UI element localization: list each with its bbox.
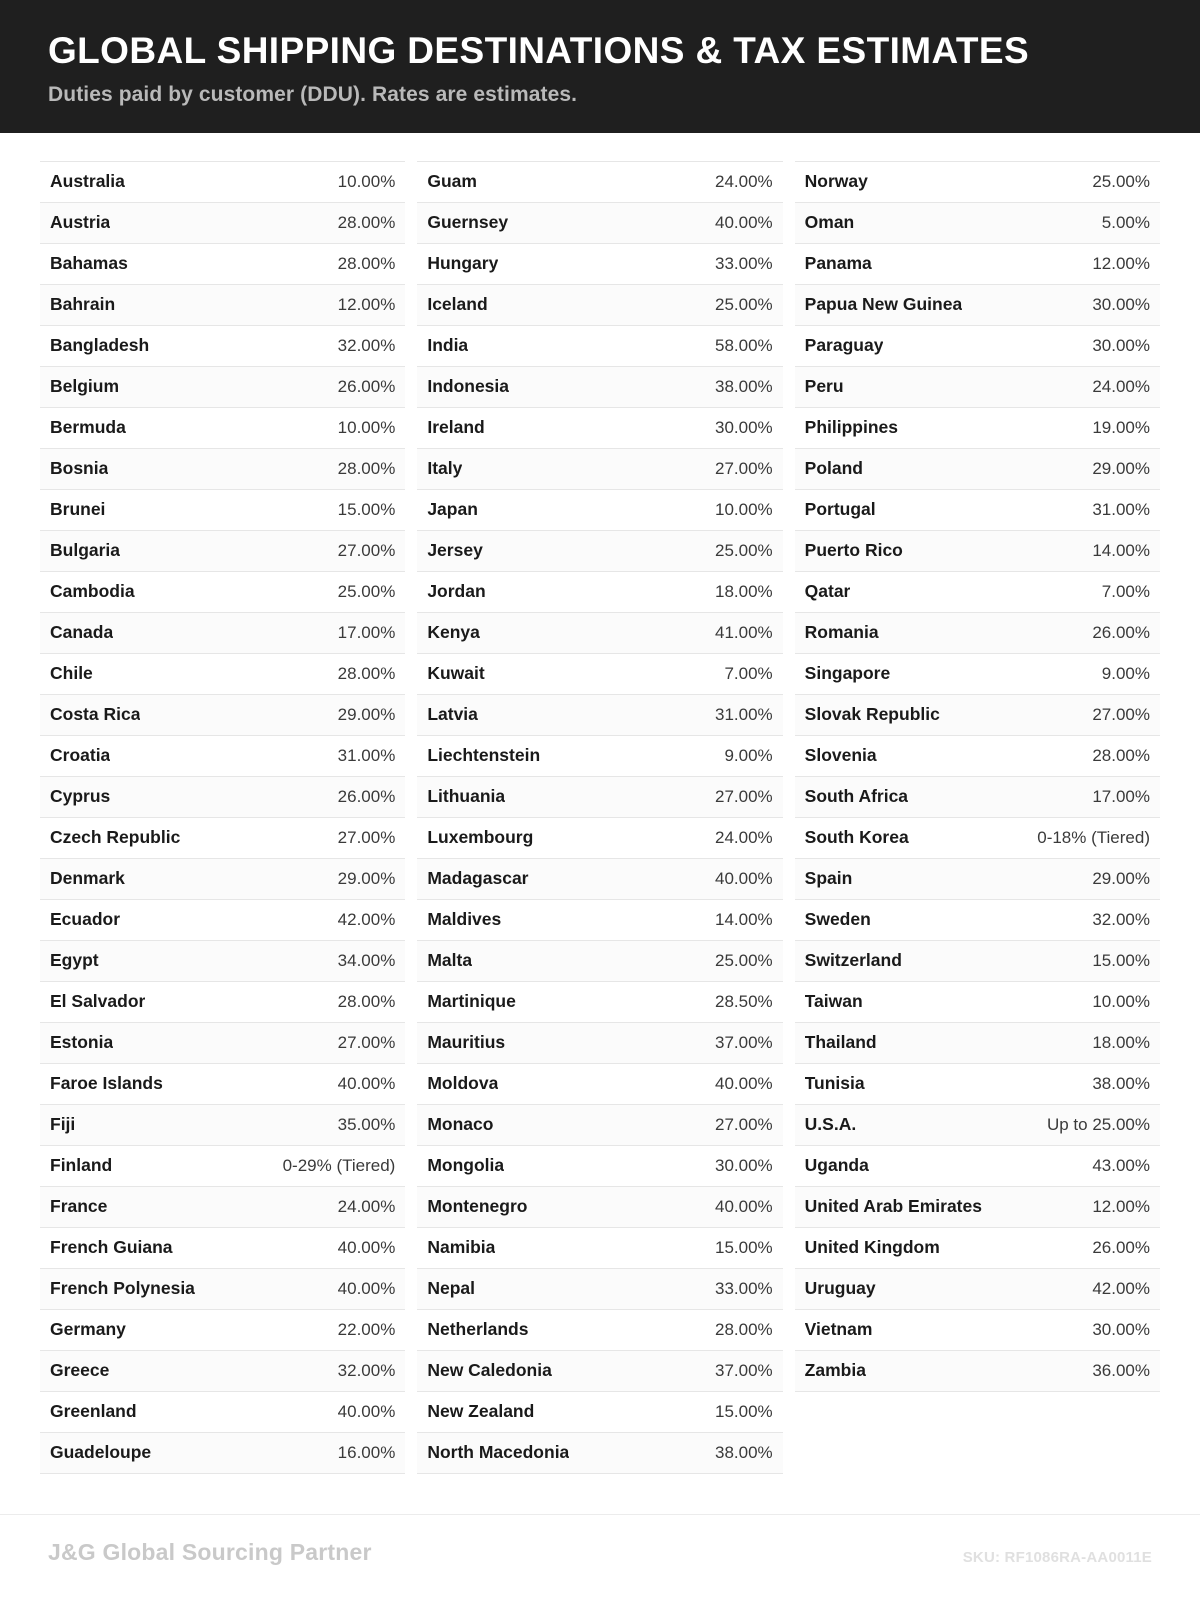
tax-rate: 15.00% <box>714 1238 773 1258</box>
country-name: Zambia <box>804 1360 866 1381</box>
table-row <box>795 736 1160 777</box>
table-row <box>40 654 405 695</box>
country-name: Peru <box>804 376 844 397</box>
table-row <box>40 941 405 982</box>
table-row <box>40 1310 405 1351</box>
table-row <box>795 449 1160 490</box>
country-name: Nepal <box>427 1278 475 1299</box>
tax-rate: 17.00% <box>1092 787 1150 807</box>
tax-rate: 33.00% <box>714 1279 773 1299</box>
tax-rate: 25.00% <box>714 295 773 315</box>
tax-rate: 33.00% <box>714 254 773 274</box>
tax-rate: 27.00% <box>714 459 773 479</box>
country-name: Jersey <box>427 540 483 561</box>
country-name: Bangladesh <box>50 335 150 356</box>
country-name: Denmark <box>50 868 125 889</box>
table-row <box>40 859 405 900</box>
tax-rate: 27.00% <box>337 1033 396 1053</box>
tax-rate: 25.00% <box>1092 172 1150 192</box>
tax-rate: 40.00% <box>337 1238 396 1258</box>
table-row <box>417 1269 782 1310</box>
tax-rate: 12.00% <box>337 295 396 315</box>
country-name: Czech Republic <box>50 827 181 848</box>
table-row <box>417 203 782 244</box>
country-name: Iceland <box>427 294 488 315</box>
country-name: Canada <box>50 622 114 643</box>
country-name: Greece <box>50 1360 110 1381</box>
tax-rate: 10.00% <box>337 418 396 438</box>
tax-rate: 5.00% <box>1101 213 1150 233</box>
tax-rate: 30.00% <box>714 1156 773 1176</box>
country-name: Germany <box>50 1319 126 1340</box>
country-name: Finland <box>50 1155 113 1176</box>
table-row <box>795 367 1160 408</box>
tax-rate: 29.00% <box>337 869 396 889</box>
table-row <box>795 1187 1160 1228</box>
country-name: El Salvador <box>50 991 146 1012</box>
country-name: North Macedonia <box>427 1442 570 1463</box>
country-name: Brunei <box>50 499 106 520</box>
table-row <box>417 859 782 900</box>
tax-rate: 36.00% <box>1092 1361 1150 1381</box>
country-name: Mongolia <box>427 1155 505 1176</box>
tax-rate: 31.00% <box>1092 500 1150 520</box>
country-name: Bulgaria <box>50 540 121 561</box>
tax-rate: 27.00% <box>714 1115 773 1135</box>
tax-rate: 41.00% <box>714 623 773 643</box>
table-row <box>417 1433 782 1474</box>
table-row <box>795 285 1160 326</box>
tax-rate: 27.00% <box>337 541 396 561</box>
tax-rate: 29.00% <box>1092 869 1150 889</box>
tax-rate: 22.00% <box>337 1320 396 1340</box>
country-name: Martinique <box>427 991 516 1012</box>
tax-rate: 27.00% <box>337 828 396 848</box>
country-name: Lithuania <box>427 786 506 807</box>
country-name: Guadeloupe <box>50 1442 152 1463</box>
table-row <box>795 531 1160 572</box>
country-name: Slovak Republic <box>804 704 940 725</box>
table-row <box>417 695 782 736</box>
country-name: Kenya <box>427 622 480 643</box>
table-row <box>417 818 782 859</box>
country-name: New Caledonia <box>427 1360 552 1381</box>
country-name: Bosnia <box>50 458 109 479</box>
country-name: South Korea <box>804 827 909 848</box>
country-name: Qatar <box>804 581 851 602</box>
table-row <box>40 572 405 613</box>
country-name: Egypt <box>50 950 99 971</box>
page-title: GLOBAL SHIPPING DESTINATIONS & TAX ESTIMATES <box>48 30 1030 71</box>
country-name: Japan <box>427 499 478 520</box>
tax-rate: 29.00% <box>1092 459 1150 479</box>
tax-rate: 37.00% <box>714 1361 773 1381</box>
table-row <box>417 1310 782 1351</box>
table-row <box>40 326 405 367</box>
tax-rate: 30.00% <box>714 418 773 438</box>
country-name: Netherlands <box>427 1319 529 1340</box>
tax-rate: 16.00% <box>337 1443 396 1463</box>
tax-rate: 42.00% <box>337 910 396 930</box>
tax-rate: 26.00% <box>1092 1238 1150 1258</box>
tax-rate: 28.00% <box>337 664 396 684</box>
table-row <box>795 1269 1160 1310</box>
rates-column <box>40 161 405 1474</box>
table-row <box>795 654 1160 695</box>
tax-rate: 14.00% <box>714 910 773 930</box>
table-row <box>417 1105 782 1146</box>
country-name: Bermuda <box>50 417 126 438</box>
table-row <box>417 941 782 982</box>
tax-rate: 7.00% <box>1101 582 1150 602</box>
table-row <box>40 1228 405 1269</box>
country-name: Cambodia <box>50 581 135 602</box>
table-row <box>795 408 1160 449</box>
table-row <box>795 1146 1160 1187</box>
tax-rate: 38.00% <box>714 377 773 397</box>
country-name: Estonia <box>50 1032 114 1053</box>
country-name: Puerto Rico <box>804 540 903 561</box>
table-row <box>40 982 405 1023</box>
tax-rate: 28.50% <box>714 992 773 1012</box>
tax-rate: 15.00% <box>337 500 396 520</box>
tax-rate: 38.00% <box>714 1443 773 1463</box>
rates-columns <box>40 161 1160 1474</box>
country-name: Guam <box>427 171 477 192</box>
country-name: India <box>427 335 469 356</box>
tax-rate: 40.00% <box>337 1279 396 1299</box>
tax-rate: 18.00% <box>714 582 773 602</box>
tax-rate: 42.00% <box>1092 1279 1150 1299</box>
table-row <box>417 1351 782 1392</box>
table-row <box>417 777 782 818</box>
table-row <box>40 1351 405 1392</box>
tax-rate: 40.00% <box>714 869 773 889</box>
tax-rate: 30.00% <box>1092 336 1150 356</box>
tax-rate: 40.00% <box>714 213 773 233</box>
country-name: Moldova <box>427 1073 499 1094</box>
tax-rate: 29.00% <box>337 705 396 725</box>
country-name: Faroe Islands <box>50 1073 163 1094</box>
table-row <box>795 1023 1160 1064</box>
tax-rate: 12.00% <box>1092 1197 1150 1217</box>
table-row <box>795 982 1160 1023</box>
table-row <box>40 408 405 449</box>
country-name: French Polynesia <box>50 1278 195 1299</box>
tax-rate: 27.00% <box>1092 705 1150 725</box>
tax-rate: 40.00% <box>714 1074 773 1094</box>
table-row <box>417 490 782 531</box>
tax-rate: 15.00% <box>1092 951 1150 971</box>
table-row <box>40 736 405 777</box>
country-name: France <box>50 1196 108 1217</box>
table-row <box>795 777 1160 818</box>
country-name: Madagascar <box>427 868 529 889</box>
table-row <box>417 613 782 654</box>
country-name: Thailand <box>804 1032 877 1053</box>
table-row <box>40 1064 405 1105</box>
table-row <box>795 1064 1160 1105</box>
table-row <box>40 1392 405 1433</box>
country-name: Ecuador <box>50 909 121 930</box>
country-name: Uruguay <box>804 1278 876 1299</box>
table-row <box>417 1187 782 1228</box>
table-row <box>417 1064 782 1105</box>
tax-rate: 40.00% <box>714 1197 773 1217</box>
tax-rate: 43.00% <box>1092 1156 1150 1176</box>
table-row <box>795 490 1160 531</box>
tax-rate: 10.00% <box>714 500 773 520</box>
table-row <box>40 613 405 654</box>
tax-rate: 35.00% <box>337 1115 396 1135</box>
table-row <box>417 900 782 941</box>
tax-rate: 0-18% (Tiered) <box>1037 828 1150 848</box>
table-row <box>40 695 405 736</box>
tax-rate: 18.00% <box>1092 1033 1150 1053</box>
table-row <box>417 982 782 1023</box>
country-name: Romania <box>804 622 879 643</box>
table-row <box>40 367 405 408</box>
tax-rate: 25.00% <box>714 951 773 971</box>
tax-rate: 25.00% <box>337 582 396 602</box>
tax-rate: 9.00% <box>1101 664 1150 684</box>
country-name: Maldives <box>427 909 502 930</box>
country-name: Tunisia <box>804 1073 865 1094</box>
country-name: South Africa <box>804 786 909 807</box>
tax-rate: 32.00% <box>1092 910 1150 930</box>
table-row <box>417 1146 782 1187</box>
country-name: Portugal <box>804 499 876 520</box>
country-name: Ireland <box>427 417 485 438</box>
country-name: Jordan <box>427 581 486 602</box>
country-name: Bahamas <box>50 253 128 274</box>
rates-content <box>0 133 1200 1514</box>
country-name: Montenegro <box>427 1196 528 1217</box>
footer-sku: SKU: RF1086RA-AA0011E <box>962 1549 1152 1566</box>
country-name: Namibia <box>427 1237 496 1258</box>
table-row <box>417 1023 782 1064</box>
tax-rate: 58.00% <box>714 336 773 356</box>
table-row <box>40 244 405 285</box>
tax-rate: 28.00% <box>1092 746 1150 766</box>
tax-rate: 9.00% <box>724 746 773 766</box>
table-row <box>40 1187 405 1228</box>
table-row <box>417 736 782 777</box>
country-name: Austria <box>50 212 111 233</box>
footer-brand: J&G Global Sourcing Partner <box>48 1539 372 1565</box>
table-row <box>795 244 1160 285</box>
country-name: Oman <box>804 212 855 233</box>
country-name: Switzerland <box>804 950 902 971</box>
table-row <box>40 900 405 941</box>
country-name: New Zealand <box>427 1401 535 1422</box>
table-row <box>417 326 782 367</box>
table-row <box>417 1228 782 1269</box>
table-row <box>795 941 1160 982</box>
country-name: Paraguay <box>804 335 884 356</box>
tax-rate: 12.00% <box>1092 254 1150 274</box>
tax-rate: 24.00% <box>337 1197 396 1217</box>
tax-rate: 0-29% (Tiered) <box>282 1156 396 1176</box>
country-name: Australia <box>50 171 125 192</box>
page-subtitle: Duties paid by customer (DDU). Rates are estimates. <box>48 82 578 106</box>
table-row <box>40 490 405 531</box>
table-row <box>795 572 1160 613</box>
tax-rate: 26.00% <box>1092 623 1150 643</box>
table-row <box>795 203 1160 244</box>
table-row <box>417 1392 782 1433</box>
rates-column <box>795 161 1160 1392</box>
tax-rate: 31.00% <box>337 746 396 766</box>
tax-rate: 28.00% <box>337 254 396 274</box>
table-row <box>417 449 782 490</box>
tax-rate: 40.00% <box>337 1402 396 1422</box>
table-row <box>795 818 1160 859</box>
country-name: Kuwait <box>427 663 485 684</box>
tax-rate: 37.00% <box>714 1033 773 1053</box>
tax-rate: 27.00% <box>714 787 773 807</box>
table-row <box>795 1351 1160 1392</box>
country-name: Cyprus <box>50 786 111 807</box>
table-row <box>417 244 782 285</box>
country-name: Luxembourg <box>427 827 534 848</box>
country-name: United Kingdom <box>804 1237 940 1258</box>
table-row <box>40 531 405 572</box>
country-name: Papua New Guinea <box>804 294 963 315</box>
table-row <box>795 161 1160 203</box>
tax-rate: 24.00% <box>1092 377 1150 397</box>
country-name: Hungary <box>427 253 499 274</box>
tax-rate: 17.00% <box>337 623 396 643</box>
country-name: Belgium <box>50 376 120 397</box>
country-name: U.S.A. <box>804 1114 857 1135</box>
tax-rate: 19.00% <box>1092 418 1150 438</box>
tax-rate: 7.00% <box>724 664 773 684</box>
tax-rate: 38.00% <box>1092 1074 1150 1094</box>
tax-rate: 34.00% <box>337 951 396 971</box>
tax-rate: 40.00% <box>337 1074 396 1094</box>
country-name: United Arab Emirates <box>804 1196 982 1217</box>
country-name: Italy <box>427 458 463 479</box>
table-row <box>417 572 782 613</box>
country-name: Philippines <box>804 417 899 438</box>
tax-rate: 32.00% <box>337 1361 396 1381</box>
country-name: Latvia <box>427 704 478 725</box>
table-row <box>40 161 405 203</box>
table-row <box>40 285 405 326</box>
country-name: Greenland <box>50 1401 137 1422</box>
table-row <box>40 1105 405 1146</box>
table-row <box>40 1433 405 1474</box>
country-name: Slovenia <box>804 745 877 766</box>
table-row <box>795 613 1160 654</box>
country-name: Costa Rica <box>50 704 141 725</box>
table-row <box>795 900 1160 941</box>
tax-rate: 28.00% <box>337 992 396 1012</box>
tax-rate: 10.00% <box>1092 992 1150 1012</box>
country-name: Chile <box>50 663 93 684</box>
tax-rate: 26.00% <box>337 787 396 807</box>
country-name: Fiji <box>50 1114 76 1135</box>
table-row <box>417 367 782 408</box>
country-name: Liechtenstein <box>427 745 541 766</box>
country-name: Mauritius <box>427 1032 506 1053</box>
country-name: Bahrain <box>50 294 116 315</box>
country-name: Monaco <box>427 1114 494 1135</box>
table-row <box>795 1105 1160 1146</box>
tax-rate: 24.00% <box>714 172 773 192</box>
table-row <box>417 531 782 572</box>
page-footer <box>0 1514 1200 1600</box>
tax-rate: 25.00% <box>714 541 773 561</box>
table-row <box>40 777 405 818</box>
country-name: French Guiana <box>50 1237 173 1258</box>
country-name: Poland <box>804 458 863 479</box>
table-row <box>417 408 782 449</box>
table-row <box>40 1269 405 1310</box>
table-row <box>40 818 405 859</box>
country-name: Taiwan <box>804 991 863 1012</box>
table-row <box>417 654 782 695</box>
tax-rate: 30.00% <box>1092 295 1150 315</box>
tax-rate: 15.00% <box>714 1402 773 1422</box>
tax-rate: 10.00% <box>337 172 396 192</box>
rates-column <box>417 161 782 1474</box>
tax-rate: 14.00% <box>1092 541 1150 561</box>
tax-rate: 32.00% <box>337 336 396 356</box>
tax-rate: 30.00% <box>1092 1320 1150 1340</box>
table-row <box>40 203 405 244</box>
country-name: Singapore <box>804 663 891 684</box>
country-name: Uganda <box>804 1155 869 1176</box>
table-row <box>795 859 1160 900</box>
table-row <box>40 449 405 490</box>
table-row <box>795 1310 1160 1351</box>
tax-rate: 26.00% <box>337 377 396 397</box>
tax-rate: 28.00% <box>714 1320 773 1340</box>
tax-rate: 31.00% <box>714 705 773 725</box>
country-name: Spain <box>804 868 853 889</box>
tax-rate: Up to 25.00% <box>1046 1115 1150 1135</box>
table-row <box>795 326 1160 367</box>
table-row <box>417 161 782 203</box>
page-header <box>0 0 1200 133</box>
tax-rate: 28.00% <box>337 459 396 479</box>
country-name: Norway <box>804 171 868 192</box>
table-row <box>795 695 1160 736</box>
country-name: Vietnam <box>804 1319 873 1340</box>
tax-rate: 28.00% <box>337 213 396 233</box>
country-name: Sweden <box>804 909 871 930</box>
table-row <box>795 1228 1160 1269</box>
table-row <box>417 285 782 326</box>
country-name: Panama <box>804 253 872 274</box>
country-name: Guernsey <box>427 212 509 233</box>
table-row <box>40 1023 405 1064</box>
country-name: Croatia <box>50 745 111 766</box>
table-row <box>40 1146 405 1187</box>
tax-rate: 24.00% <box>714 828 773 848</box>
country-name: Malta <box>427 950 473 971</box>
country-name: Indonesia <box>427 376 510 397</box>
